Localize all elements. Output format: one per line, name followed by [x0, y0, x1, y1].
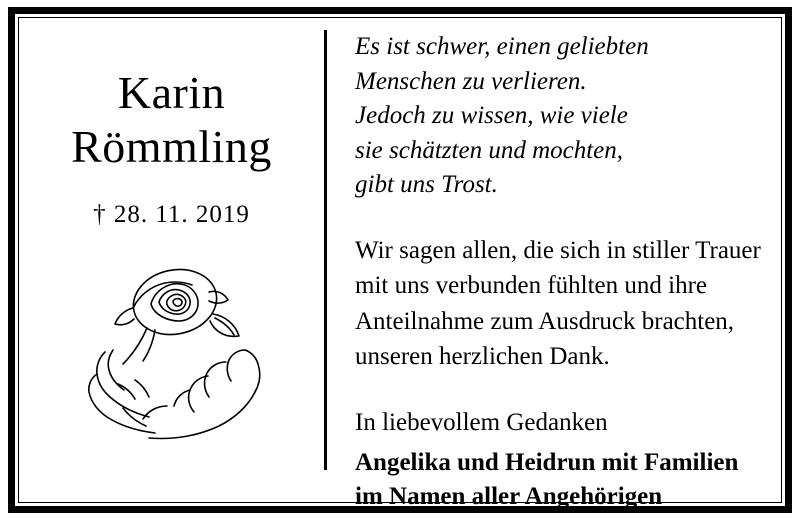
deceased-family-name: Römmling	[71, 121, 272, 173]
poem-line: Es ist schwer, einen geliebten	[355, 33, 649, 60]
thank-you-message	[355, 233, 781, 375]
poem-line: sie schätzten und mochten,	[355, 136, 624, 164]
message-line: Wir sagen allen, die sich in stiller Trauer	[355, 236, 761, 264]
poem-line: gibt uns Trost.	[355, 171, 498, 198]
closing-text	[355, 405, 781, 441]
notice-content	[19, 18, 781, 510]
closing-line: In liebevollem Gedanken	[355, 408, 608, 436]
memorial-poem	[355, 30, 781, 203]
deceased-given-name: Karin	[117, 67, 226, 118]
signers	[355, 446, 781, 514]
right-column	[327, 18, 781, 510]
message-line: unseren herzlichen Dank.	[355, 343, 610, 370]
message-line: Anteilnahme zum Ausdruck brachten,	[355, 307, 735, 335]
poem-line: Jedoch zu wissen, wie viele	[355, 102, 628, 129]
rose-in-hands-icon	[63, 256, 283, 441]
signer-line: im Namen aller Angehörigen	[355, 483, 663, 510]
left-column	[19, 18, 324, 502]
message-line: mit uns verbunden fühlten und ihre	[355, 272, 708, 299]
signer-line: Angelika und Heidrun mit Familien	[355, 449, 739, 476]
death-date: † 28. 11. 2019	[93, 200, 250, 228]
poem-line: Menschen zu verlieren.	[355, 67, 587, 95]
deceased-name	[19, 66, 324, 175]
